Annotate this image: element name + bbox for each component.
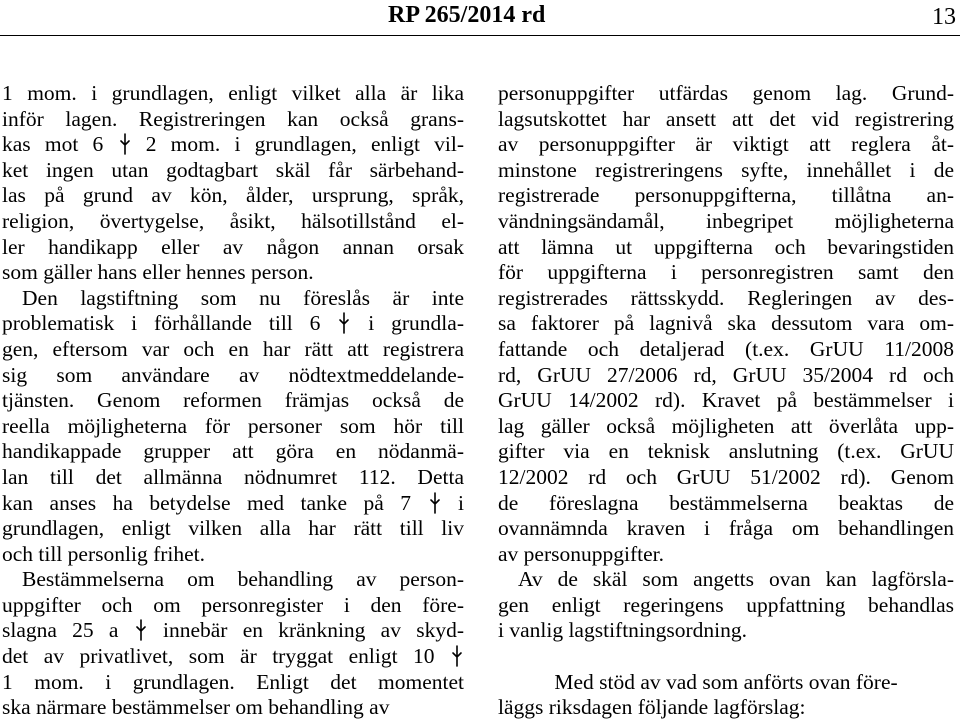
- text-line: Med stöd av vad som anförts ovan före-: [554, 669, 898, 694]
- text-line: ket ingen utan godtagbart skäl får särbehand-: [2, 157, 464, 182]
- text-line: inför lagen. Registreringen kan också grans-: [2, 106, 464, 131]
- page-header: [0, 0, 960, 40]
- section-sign-glyph: [428, 492, 442, 514]
- text-line: slagna 25 a innebär en kränkning av skyd-: [2, 618, 465, 643]
- text-line: 12/2002 rd och GrUU 51/2002 rd). Genom: [498, 464, 954, 489]
- text-line: Bestämmelserna om behandling av person-: [22, 567, 464, 592]
- text-line: ler handikapp eller av någon annan orsak: [2, 234, 464, 259]
- text-line: problematisk i förhållande till 6 i grundla-: [2, 311, 464, 336]
- text-line: uppgifter och om personregister i den före-: [2, 592, 464, 617]
- text-line: GrUU 14/2002 rd). Kravet på bestämmelser i: [498, 388, 954, 413]
- text-line: Av de skäl som angetts ovan kan lagförsla-: [518, 567, 954, 592]
- text-line: ovannämnda kraven i fråga om behandlingen: [498, 516, 954, 541]
- text-line: kas mot 6 2 mom. i grundlagen, enligt vil-: [2, 132, 464, 157]
- text-line: för uppgifterna i personregistren samt den: [498, 260, 954, 285]
- document-title: RP 265/2014 rd: [388, 2, 546, 28]
- text-line: vändningsändamål, inbegripet möjligheterna: [498, 208, 954, 233]
- text-line: det av privatlivet, som är tryggat enligt 10: [2, 644, 464, 670]
- text-line: gen, eftersom var och en har rätt att registrera: [2, 336, 464, 361]
- text-line: sa faktorer på lagnivå ska dessutom vara om-: [498, 311, 954, 336]
- text-line: lagsutskottet har ansett att det vid registrering: [498, 106, 954, 131]
- text-line: lan till det allmänna nödnumret 112. Detta: [2, 464, 464, 489]
- text-line: minstone registreringens syfte, innehållet i de: [498, 157, 954, 182]
- text-line: av personuppgifter är viktigt att reglera åt-: [498, 132, 954, 157]
- text-line: tjänsten. Genom reformen främjas också de: [2, 388, 464, 413]
- text-line: lag gäller också möjligheten att överlåta upp-: [498, 413, 954, 438]
- text-line: sig som användare av nödtextmeddelande-: [2, 362, 464, 387]
- text-line: 1 mom. i grundlagen, enligt vilket alla är lika: [2, 81, 464, 105]
- text-line: av personuppgifter.: [498, 541, 664, 566]
- section-sign-glyph: [337, 312, 351, 334]
- text-line: de föreslagna bestämmelserna beaktas de: [498, 490, 954, 515]
- right-text-column: [498, 81, 954, 721]
- text-line: som gäller hans eller hennes person.: [2, 260, 314, 285]
- text-line: registrerade personuppgifterna, tillåtna an-: [498, 183, 954, 208]
- text-line: och till personlig frihet.: [2, 541, 206, 566]
- text-line: att lämna ut uppgifterna och bevaringstiden: [498, 234, 954, 259]
- text-line: religion, övertygelse, åsikt, hälsotillstånd el-: [2, 208, 464, 233]
- text-line: reella möjligheterna för personer som hör till: [2, 413, 464, 438]
- text-line: fattande och detaljerad (t.ex. GrUU 11/2008: [498, 336, 954, 361]
- header-rule: [0, 35, 960, 36]
- text-line: rd, GrUU 27/2006 rd, GrUU 35/2004 rd och: [498, 362, 954, 387]
- text-line: grundlagen, enligt vilken alla har rätt till liv: [2, 516, 464, 541]
- page-number: 13: [932, 4, 956, 30]
- section-sign-glyph: [134, 619, 148, 641]
- text-line: personuppgifter utfärdas genom lag. Grund-: [498, 81, 954, 105]
- text-line: kan anses ha betydelse med tanke på 7 i: [2, 490, 464, 515]
- text-line: registrerades rättsskydd. Regleringen av des-: [498, 285, 954, 310]
- text-line: ska närmare bestämmelser om behandling av: [2, 695, 390, 720]
- text-line: läggs riksdagen följande lagförslag:: [498, 695, 806, 720]
- blank-line: [498, 644, 954, 670]
- text-line: i vanlig lagstiftningsordning.: [498, 618, 748, 643]
- section-sign-glyph: [450, 645, 464, 667]
- text-line: Den lagstiftning som nu föreslås är inte: [22, 285, 464, 310]
- text-line: las på grund av kön, ålder, ursprung, språk,: [2, 183, 464, 208]
- text-line: gen enligt regeringens uppfattning behandlas: [498, 592, 954, 617]
- text-line: gifter via en teknisk anslutning (t.ex. GrUU: [498, 439, 954, 464]
- left-text-column: [2, 81, 464, 721]
- text-line: handikappade grupper att göra en nödanmä-: [2, 439, 464, 464]
- section-sign-glyph: [118, 133, 132, 155]
- text-line: 1 mom. i grundlagen. Enligt det momentet: [2, 669, 464, 694]
